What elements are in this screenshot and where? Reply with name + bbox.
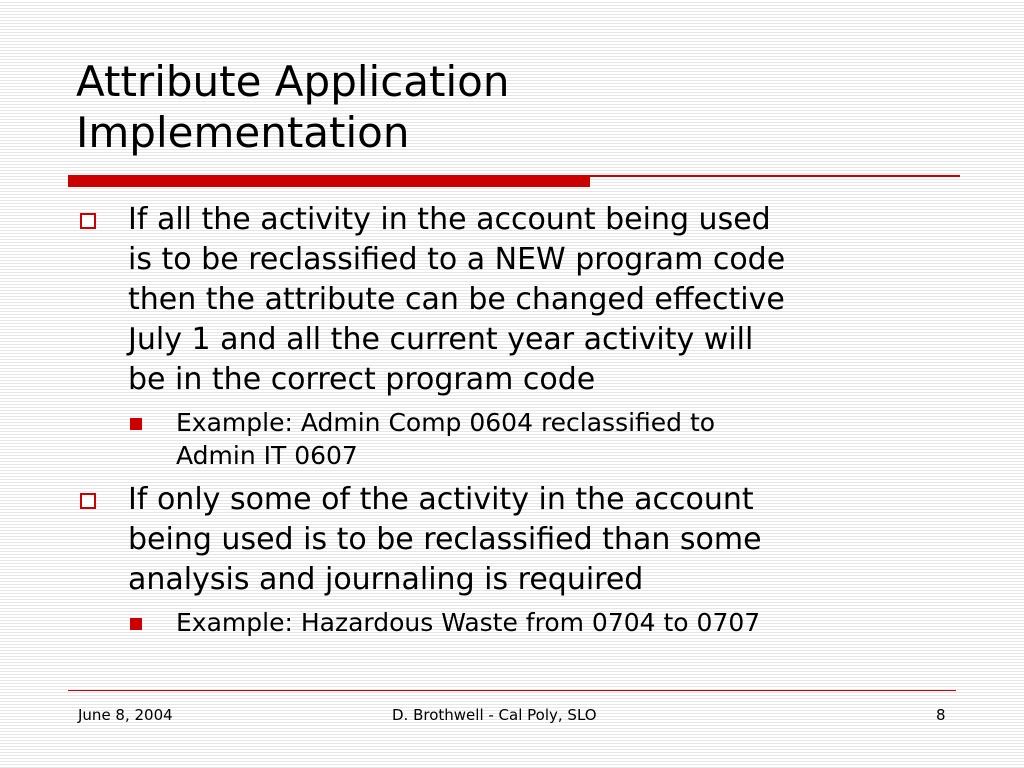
filled-square-bullet-icon	[130, 618, 142, 630]
bullet-item	[76, 480, 956, 600]
sub-bullet-item	[76, 406, 956, 472]
bullet-text-line: is to be reclassified to a NEW program code	[128, 242, 786, 277]
bullet-item	[76, 200, 956, 400]
bullet-text-line: If only some of the activity in the account	[128, 482, 754, 517]
page-number: 8	[936, 706, 946, 724]
title-underline-thin	[590, 175, 960, 177]
bullet-text-line: then the attribute can be changed effective	[128, 282, 785, 317]
footer-divider	[68, 690, 956, 691]
bullet-text-line: be in the correct program code	[128, 362, 596, 397]
bullet-text-line: If all the activity in the account being used	[128, 202, 771, 237]
sub-bullet-text-line: Admin IT 0607	[176, 441, 358, 470]
bullet-text-line: July 1 and all the current year activity will	[128, 322, 754, 357]
sub-bullet-text-line: Example: Hazardous Waste from 0704 to 0707	[176, 608, 761, 637]
hollow-square-bullet-icon	[80, 213, 96, 229]
footer-author: D. Brothwell - Cal Poly, SLO	[392, 706, 597, 724]
hollow-square-bullet-icon	[80, 493, 96, 509]
sub-bullet-text-line: Example: Admin Comp 0604 reclassified to	[176, 408, 716, 437]
bullet-list	[76, 200, 956, 647]
title-underline-thick	[68, 175, 590, 187]
footer-date: June 8, 2004	[78, 706, 173, 724]
sub-bullet-item	[76, 606, 956, 639]
bullet-text-line: analysis and journaling is required	[128, 562, 644, 597]
title-line: Attribute Application	[76, 57, 510, 106]
title-line: Implementation	[76, 108, 410, 157]
bullet-text-line: being used is to be reclassified than some	[128, 522, 762, 557]
filled-square-bullet-icon	[130, 418, 142, 430]
slide-title	[76, 56, 956, 158]
